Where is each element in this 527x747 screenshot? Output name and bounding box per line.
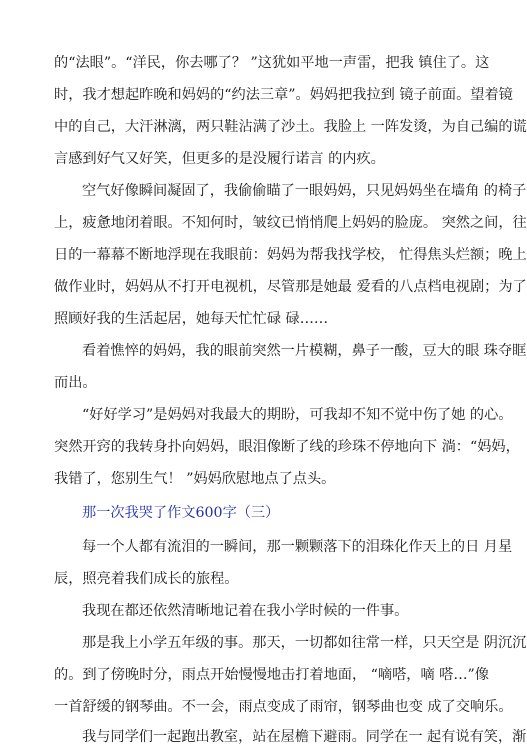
text-line: 照顾好我的生活起居，她每天忙忙碌 碌…… <box>54 311 329 327</box>
text-line: 上，疲惫地闭着眼。不知何时，皱纹已悄悄爬上妈妈的脸庞。 突然之间，往 <box>54 215 527 231</box>
text-line: 我现在都还依然清晰地记着在我小学时候的一件事。 <box>82 603 409 619</box>
text-line: 中的自己，大汗淋漓，两只鞋沾满了沙土。我脸上 一阵发烫，为自己编的谎 <box>54 119 527 135</box>
text-line: 我与同学们一起跑出教室，站在屋檐下避雨。同学在一 起有说有笑，渐 <box>82 729 527 745</box>
text-line: 日的一幕幕不断地浮现在我眼前：妈妈为帮我找学校， 忙得焦头烂额；晚上 <box>54 247 527 263</box>
text-line: 我错了，您别生气！ ”妈妈欣慰地点了点头。 <box>54 471 336 487</box>
text-line: 辰，照亮着我们成长的旅程。 <box>54 571 239 587</box>
text-line: 突然开窍的我转身扑向妈妈，眼泪像断了线的珍珠不停地向下 淌：“妈妈， <box>54 439 520 455</box>
text-line: 一首舒缓的钢琴曲。不一会，雨点变成了雨帘，钢琴曲也变 成了交响乐。 <box>54 699 513 715</box>
text-line: “好好学习”是妈妈对我最大的期盼，可我却不知不觉中伤了她 的心。 <box>82 407 513 423</box>
text-line: 看着憔悴的妈妈，我的眼前突然一片模糊，鼻子一酸，豆大的眼 珠夺眶 <box>82 343 527 359</box>
text-line: 言感到好气又好笑，但更多的是没履行诺言 的内疚。 <box>54 151 385 167</box>
text-line: 每一个人都有流泪的一瞬间，那一颗颗落下的泪珠化作天上的日 月星 <box>82 539 513 555</box>
text-line: 的。到了傍晚时分，雨点开始慢慢地击打着地面， “嘀嗒，嘀 嗒…”像 <box>54 667 489 683</box>
text-line: 而出。 <box>54 375 97 391</box>
text-line: 那是我上小学五年级的事。那天，一切都如往常一样，只天空是 阴沉沉 <box>82 635 527 651</box>
section-heading: 那一次我哭了作文600字（三） <box>82 505 280 521</box>
text-line: 空气好像瞬间凝固了，我偷偷瞄了一眼妈妈，只见妈妈坐在墙角 的椅子 <box>82 183 527 199</box>
text-line: 的“法眼”。“洋民，你去哪了？ ”这犹如平地一声雷，把我 镇住了。这 <box>54 55 490 71</box>
text-line: 时，我才想起昨晚和妈妈的“约法三章”。妈妈把我拉到 镜子前面。望着镜 <box>54 87 513 103</box>
text-line: 做作业时，妈妈从不打开电视机，尽管那是她最 爱看的八点档电视剧；为了 <box>54 279 527 295</box>
